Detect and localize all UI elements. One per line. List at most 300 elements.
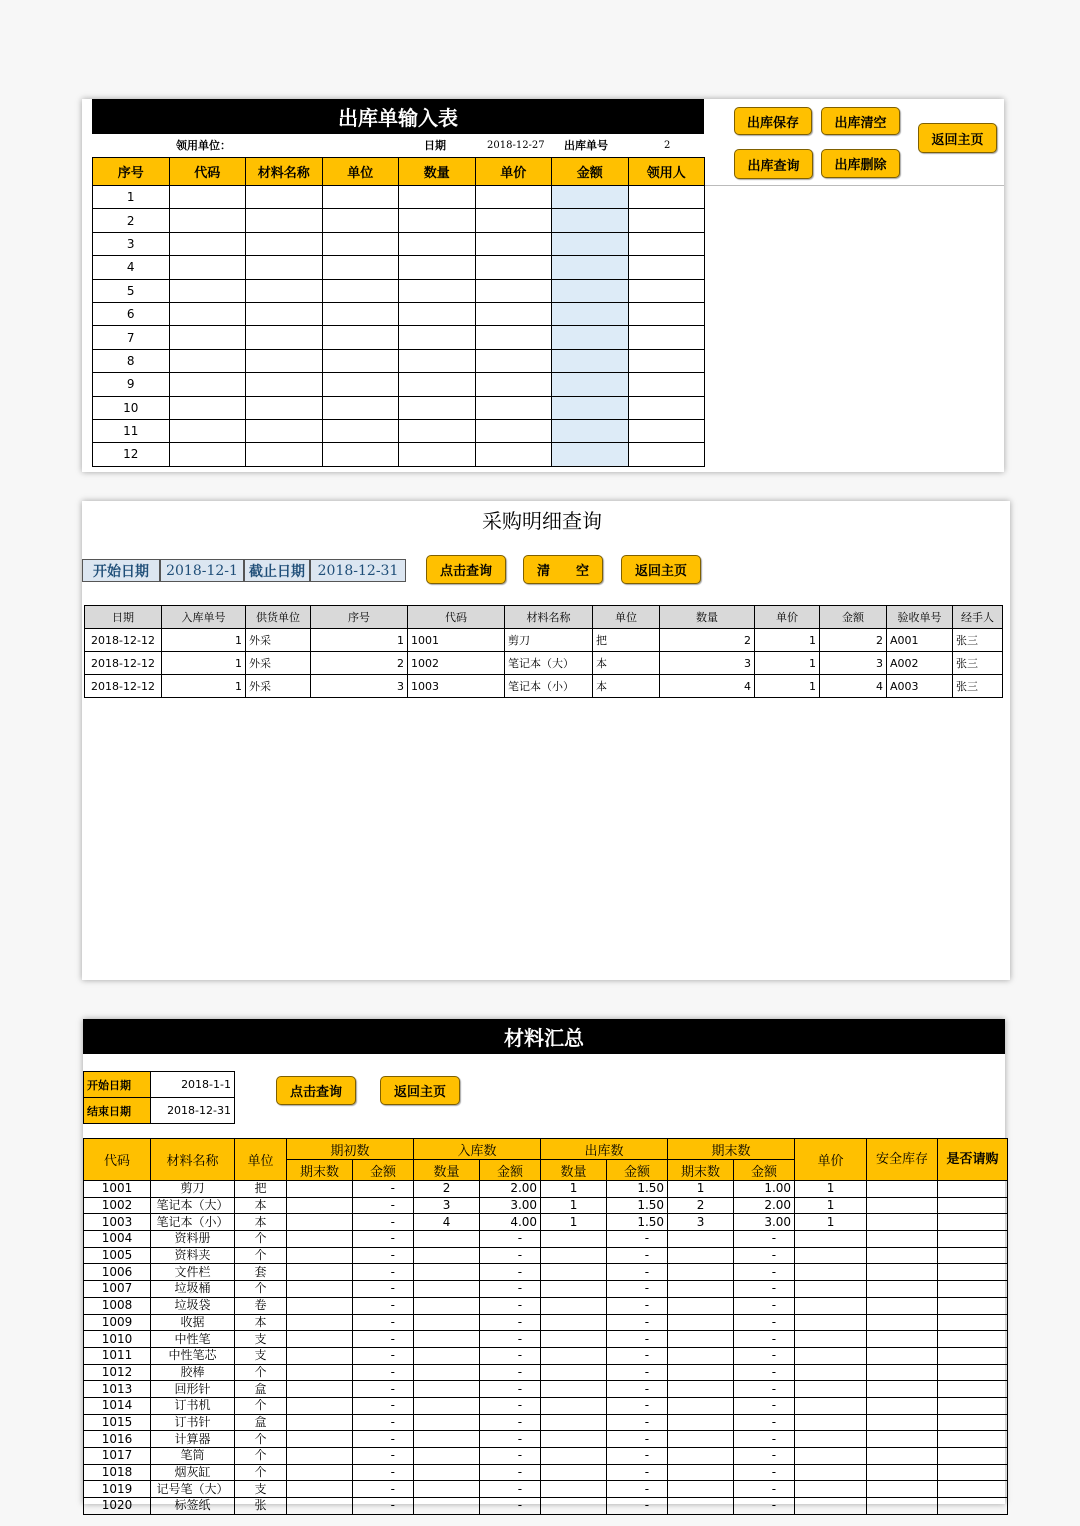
- table-cell: -: [353, 1397, 414, 1414]
- table-cell: 本: [235, 1197, 287, 1214]
- table-cell: [668, 1231, 734, 1248]
- table-cell: 剪刀: [151, 1181, 235, 1198]
- input-cell[interactable]: [475, 232, 552, 255]
- input-cell[interactable]: [552, 186, 629, 209]
- input-cell[interactable]: [552, 349, 629, 372]
- table-cell: 1004: [84, 1231, 151, 1248]
- table-cell: 1009: [84, 1314, 151, 1331]
- table-row: [85, 652, 1003, 675]
- table-cell: -: [734, 1297, 795, 1314]
- outbound-table: [92, 157, 705, 467]
- table-cell: [287, 1381, 353, 1398]
- input-cell[interactable]: [399, 373, 476, 396]
- table-cell: 1016: [84, 1431, 151, 1448]
- input-cell[interactable]: [322, 186, 399, 209]
- divider: [704, 185, 1004, 186]
- input-cell[interactable]: [399, 186, 476, 209]
- table-cell: 个: [235, 1431, 287, 1448]
- input-cell[interactable]: [475, 279, 552, 302]
- input-cell[interactable]: [169, 443, 246, 466]
- table-cell: 1.50: [607, 1197, 668, 1214]
- sub-col-header: 金额: [734, 1160, 795, 1181]
- table-cell: -: [734, 1498, 795, 1515]
- input-cell[interactable]: [322, 349, 399, 372]
- sub-col-header: 金额: [353, 1160, 414, 1181]
- summary-query-button[interactable]: 点击查询: [276, 1076, 356, 1105]
- table-cell: [867, 1281, 938, 1298]
- table-cell: 3.00: [734, 1214, 795, 1231]
- table-cell: [795, 1414, 867, 1431]
- table-cell: 1.00: [734, 1181, 795, 1198]
- table-cell: [795, 1381, 867, 1398]
- input-cell[interactable]: [169, 419, 246, 442]
- input-cell[interactable]: [628, 232, 705, 255]
- table-cell: [668, 1331, 734, 1348]
- input-cell[interactable]: [169, 279, 246, 302]
- input-cell[interactable]: [475, 419, 552, 442]
- table-cell: [287, 1264, 353, 1281]
- input-cell[interactable]: [552, 302, 629, 325]
- input-cell[interactable]: [475, 256, 552, 279]
- input-cell[interactable]: [322, 326, 399, 349]
- order-no-label: 出库单号: [564, 139, 608, 152]
- outbound-input-sheet: [82, 99, 1004, 472]
- row-number: 1: [93, 186, 170, 209]
- outbound-col-header: 单价: [475, 158, 552, 186]
- table-cell: 2: [311, 652, 408, 675]
- table-cell: 1: [311, 629, 408, 652]
- input-cell[interactable]: [169, 326, 246, 349]
- col-unit: 单位: [235, 1139, 287, 1181]
- input-cell[interactable]: [246, 349, 323, 372]
- input-cell[interactable]: [169, 186, 246, 209]
- input-cell[interactable]: [246, 256, 323, 279]
- table-cell: [287, 1448, 353, 1465]
- table-cell: [668, 1397, 734, 1414]
- input-cell[interactable]: [628, 186, 705, 209]
- input-cell[interactable]: [246, 443, 323, 466]
- input-cell[interactable]: [552, 279, 629, 302]
- col-code: 代码: [84, 1139, 151, 1181]
- table-cell: 支: [235, 1481, 287, 1498]
- col-safety: 安全库存: [867, 1139, 938, 1181]
- input-cell[interactable]: [399, 209, 476, 232]
- input-cell[interactable]: [475, 396, 552, 419]
- input-cell[interactable]: [246, 373, 323, 396]
- table-cell: 1005: [84, 1247, 151, 1264]
- input-cell[interactable]: [628, 443, 705, 466]
- outbound-col-header: 材料名称: [246, 158, 323, 186]
- input-cell[interactable]: [552, 232, 629, 255]
- table-cell: 1003: [408, 675, 505, 698]
- table-cell: [938, 1431, 1008, 1448]
- table-cell: [668, 1347, 734, 1364]
- table-cell: -: [353, 1381, 414, 1398]
- table-cell: 3: [660, 652, 755, 675]
- input-cell[interactable]: [399, 349, 476, 372]
- input-cell[interactable]: [322, 279, 399, 302]
- input-cell[interactable]: [169, 349, 246, 372]
- input-cell[interactable]: [246, 302, 323, 325]
- table-cell: 把: [593, 629, 660, 652]
- order-no-value[interactable]: 2: [664, 140, 671, 151]
- table-cell: [795, 1431, 867, 1448]
- input-cell[interactable]: [169, 373, 246, 396]
- table-cell: 3.00: [480, 1197, 541, 1214]
- table-cell: [414, 1347, 480, 1364]
- outbound-save-button[interactable]: 出库保存: [734, 107, 812, 135]
- row-number: 5: [93, 279, 170, 302]
- table-cell: [867, 1264, 938, 1281]
- table-cell: -: [607, 1281, 668, 1298]
- table-cell: 张三: [953, 675, 1003, 698]
- table-cell: -: [353, 1331, 414, 1348]
- table-cell: [795, 1498, 867, 1515]
- end-date-input[interactable]: 2018-12-31: [310, 559, 406, 582]
- table-cell: 支: [235, 1331, 287, 1348]
- table-cell: 支: [235, 1347, 287, 1364]
- input-cell[interactable]: [628, 256, 705, 279]
- table-cell: A002: [887, 652, 953, 675]
- table-row: [84, 1264, 1008, 1281]
- input-cell[interactable]: [322, 443, 399, 466]
- table-cell: [414, 1481, 480, 1498]
- table-cell: -: [734, 1231, 795, 1248]
- input-cell[interactable]: [246, 186, 323, 209]
- table-cell: -: [607, 1431, 668, 1448]
- table-cell: [541, 1247, 607, 1264]
- table-cell: [867, 1464, 938, 1481]
- table-cell: [287, 1347, 353, 1364]
- input-cell[interactable]: [169, 209, 246, 232]
- table-cell: [938, 1397, 1008, 1414]
- table-cell: [414, 1264, 480, 1281]
- input-cell[interactable]: [475, 302, 552, 325]
- table-cell: 个: [235, 1247, 287, 1264]
- table-row: [84, 1431, 1008, 1448]
- input-cell[interactable]: [399, 279, 476, 302]
- input-cell[interactable]: [552, 443, 629, 466]
- table-cell: 1019: [84, 1481, 151, 1498]
- purchase-col-header: 金额: [820, 606, 887, 629]
- table-cell: 1: [795, 1197, 867, 1214]
- table-cell: 4: [660, 675, 755, 698]
- table-cell: 1006: [84, 1264, 151, 1281]
- table-cell: 4.00: [480, 1214, 541, 1231]
- sub-col-header: 数量: [414, 1160, 480, 1181]
- row-number: 8: [93, 349, 170, 372]
- table-cell: 1: [795, 1181, 867, 1198]
- summary-start-input[interactable]: 2018-1-1: [151, 1072, 235, 1098]
- col-outbound: 出库数: [541, 1139, 668, 1160]
- table-cell: 垃圾桶: [151, 1281, 235, 1298]
- table-cell: 1003: [84, 1214, 151, 1231]
- input-cell[interactable]: [169, 396, 246, 419]
- summary-home-button[interactable]: 返回主页: [380, 1076, 460, 1105]
- input-cell[interactable]: [475, 186, 552, 209]
- table-cell: [938, 1181, 1008, 1198]
- end-date-label: 截止日期: [244, 559, 310, 582]
- purchase-query-button[interactable]: 点击查询: [426, 555, 506, 584]
- table-cell: -: [353, 1464, 414, 1481]
- summary-title: 材料汇总: [83, 1019, 1005, 1054]
- row-number: 3: [93, 232, 170, 255]
- table-cell: [795, 1347, 867, 1364]
- input-cell[interactable]: [552, 419, 629, 442]
- table-row: [84, 1448, 1008, 1465]
- table-cell: -: [607, 1314, 668, 1331]
- table-cell: -: [607, 1231, 668, 1248]
- table-cell: -: [607, 1347, 668, 1364]
- table-cell: 张: [235, 1498, 287, 1515]
- table-cell: [541, 1414, 607, 1431]
- table-row: [93, 232, 705, 255]
- table-cell: 个: [235, 1448, 287, 1465]
- table-cell: 笔记本（大）: [505, 652, 593, 675]
- input-cell[interactable]: [246, 209, 323, 232]
- table-cell: -: [480, 1331, 541, 1348]
- table-cell: 盒: [235, 1414, 287, 1431]
- input-cell[interactable]: [552, 396, 629, 419]
- table-cell: -: [353, 1448, 414, 1465]
- table-cell: [287, 1464, 353, 1481]
- summary-date-range: [83, 1071, 235, 1124]
- outbound-query-button[interactable]: 出库查询: [734, 149, 813, 179]
- input-cell[interactable]: [399, 256, 476, 279]
- table-cell: [938, 1214, 1008, 1231]
- input-cell[interactable]: [399, 396, 476, 419]
- table-cell: [287, 1197, 353, 1214]
- table-cell: -: [607, 1247, 668, 1264]
- input-cell[interactable]: [169, 232, 246, 255]
- table-cell: [414, 1281, 480, 1298]
- input-cell[interactable]: [246, 279, 323, 302]
- table-cell: -: [353, 1247, 414, 1264]
- input-cell[interactable]: [475, 209, 552, 232]
- start-date-input[interactable]: 2018-12-1: [160, 559, 244, 582]
- table-cell: 笔记本（小）: [151, 1214, 235, 1231]
- purchase-clear-button[interactable]: 清 空: [523, 555, 603, 584]
- table-cell: 本: [235, 1214, 287, 1231]
- input-cell[interactable]: [246, 326, 323, 349]
- table-cell: -: [607, 1364, 668, 1381]
- table-cell: [287, 1364, 353, 1381]
- input-cell[interactable]: [628, 326, 705, 349]
- table-cell: [668, 1381, 734, 1398]
- input-cell[interactable]: [322, 373, 399, 396]
- table-cell: [414, 1364, 480, 1381]
- table-cell: 1015: [84, 1414, 151, 1431]
- input-cell[interactable]: [246, 396, 323, 419]
- input-cell[interactable]: [628, 419, 705, 442]
- table-cell: [938, 1297, 1008, 1314]
- table-cell: -: [734, 1414, 795, 1431]
- input-cell[interactable]: [322, 256, 399, 279]
- input-cell[interactable]: [552, 326, 629, 349]
- table-cell: [867, 1381, 938, 1398]
- table-cell: [541, 1397, 607, 1414]
- input-cell[interactable]: [628, 209, 705, 232]
- table-cell: -: [480, 1314, 541, 1331]
- input-cell[interactable]: [246, 419, 323, 442]
- input-cell[interactable]: [628, 396, 705, 419]
- table-row: [93, 419, 705, 442]
- input-cell[interactable]: [399, 419, 476, 442]
- row-number: 2: [93, 209, 170, 232]
- table-cell: 1: [755, 652, 820, 675]
- table-cell: [867, 1414, 938, 1431]
- table-cell: 张三: [953, 652, 1003, 675]
- input-cell[interactable]: [399, 443, 476, 466]
- input-cell[interactable]: [169, 256, 246, 279]
- sub-col-header: 金额: [607, 1160, 668, 1181]
- input-cell[interactable]: [475, 349, 552, 372]
- table-cell: -: [353, 1181, 414, 1198]
- table-row: [84, 1281, 1008, 1298]
- table-row: [84, 1481, 1008, 1498]
- table-row: [93, 279, 705, 302]
- outbound-delete-button[interactable]: 出库删除: [821, 149, 900, 178]
- table-cell: 本: [593, 675, 660, 698]
- table-cell: [414, 1247, 480, 1264]
- table-cell: -: [480, 1381, 541, 1398]
- table-cell: -: [353, 1314, 414, 1331]
- input-cell[interactable]: [322, 302, 399, 325]
- table-cell: [938, 1481, 1008, 1498]
- table-cell: 卷: [235, 1297, 287, 1314]
- outbound-col-header: 领用人: [628, 158, 705, 186]
- input-cell[interactable]: [628, 302, 705, 325]
- col-closing: 期末数: [668, 1139, 795, 1160]
- table-cell: [938, 1448, 1008, 1465]
- table-cell: [668, 1364, 734, 1381]
- table-cell: [867, 1431, 938, 1448]
- table-cell: A003: [887, 675, 953, 698]
- table-cell: 1: [755, 629, 820, 652]
- purchase-col-header: 日期: [85, 606, 162, 629]
- table-cell: 1018: [84, 1464, 151, 1481]
- input-cell[interactable]: [475, 326, 552, 349]
- input-cell[interactable]: [475, 373, 552, 396]
- table-cell: -: [480, 1481, 541, 1498]
- input-cell[interactable]: [628, 373, 705, 396]
- table-cell: -: [353, 1264, 414, 1281]
- table-cell: [938, 1247, 1008, 1264]
- summary-table: [83, 1138, 1008, 1515]
- table-cell: [668, 1414, 734, 1431]
- input-cell[interactable]: [322, 396, 399, 419]
- table-cell: -: [607, 1498, 668, 1515]
- input-cell[interactable]: [552, 209, 629, 232]
- input-cell[interactable]: [399, 232, 476, 255]
- table-cell: [938, 1381, 1008, 1398]
- table-cell: 4: [820, 675, 887, 698]
- table-row: [93, 373, 705, 396]
- table-cell: 资料册: [151, 1231, 235, 1248]
- table-row: [93, 256, 705, 279]
- table-cell: [867, 1448, 938, 1465]
- table-cell: [938, 1414, 1008, 1431]
- table-cell: 1.50: [607, 1214, 668, 1231]
- table-cell: 2: [820, 629, 887, 652]
- table-cell: 1008: [84, 1297, 151, 1314]
- table-cell: [668, 1247, 734, 1264]
- table-cell: 张三: [953, 629, 1003, 652]
- table-cell: [795, 1331, 867, 1348]
- table-cell: 1: [162, 675, 246, 698]
- table-cell: 1013: [84, 1381, 151, 1398]
- table-cell: [287, 1331, 353, 1348]
- table-cell: 1.50: [607, 1181, 668, 1198]
- input-cell[interactable]: [475, 443, 552, 466]
- table-row: [84, 1498, 1008, 1515]
- input-cell[interactable]: [322, 232, 399, 255]
- input-cell[interactable]: [322, 419, 399, 442]
- table-cell: [867, 1247, 938, 1264]
- input-cell[interactable]: [399, 326, 476, 349]
- return-home-button[interactable]: 返回主页: [918, 123, 997, 153]
- table-cell: 1001: [84, 1181, 151, 1198]
- input-cell[interactable]: [628, 349, 705, 372]
- purchase-col-header: 供货单位: [246, 606, 311, 629]
- row-number: 11: [93, 419, 170, 442]
- table-cell: 胶棒: [151, 1364, 235, 1381]
- col-inbound: 入库数: [414, 1139, 541, 1160]
- input-cell[interactable]: [169, 302, 246, 325]
- outbound-col-header: 单位: [322, 158, 399, 186]
- table-cell: 垃圾袋: [151, 1297, 235, 1314]
- table-cell: [795, 1397, 867, 1414]
- table-cell: -: [353, 1197, 414, 1214]
- outbound-clear-button[interactable]: 出库清空: [821, 107, 900, 135]
- table-row: [84, 1181, 1008, 1198]
- table-cell: 资料夹: [151, 1247, 235, 1264]
- table-cell: [795, 1281, 867, 1298]
- input-cell[interactable]: [246, 232, 323, 255]
- table-cell: -: [607, 1448, 668, 1465]
- table-cell: [867, 1481, 938, 1498]
- table-cell: 3: [311, 675, 408, 698]
- table-cell: -: [480, 1264, 541, 1281]
- table-cell: [287, 1281, 353, 1298]
- table-cell: 外采: [246, 652, 311, 675]
- col-name: 材料名称: [151, 1139, 235, 1181]
- input-cell[interactable]: [322, 209, 399, 232]
- table-cell: [867, 1347, 938, 1364]
- date-value[interactable]: 2018-12-27: [487, 140, 545, 151]
- table-cell: 笔记本（小）: [505, 675, 593, 698]
- table-cell: [414, 1231, 480, 1248]
- table-cell: -: [480, 1364, 541, 1381]
- table-cell: A001: [887, 629, 953, 652]
- table-cell: [668, 1464, 734, 1481]
- table-cell: [414, 1464, 480, 1481]
- table-cell: 1002: [84, 1197, 151, 1214]
- table-cell: -: [353, 1431, 414, 1448]
- table-cell: [668, 1264, 734, 1281]
- summary-end-input[interactable]: 2018-12-31: [151, 1098, 235, 1124]
- table-cell: 3: [820, 652, 887, 675]
- purchase-home-button[interactable]: 返回主页: [621, 555, 701, 584]
- input-cell[interactable]: [552, 373, 629, 396]
- input-cell[interactable]: [399, 302, 476, 325]
- table-cell: [867, 1231, 938, 1248]
- input-cell[interactable]: [628, 279, 705, 302]
- table-cell: [541, 1448, 607, 1465]
- row-number: 4: [93, 256, 170, 279]
- input-cell[interactable]: [552, 256, 629, 279]
- table-cell: 1017: [84, 1448, 151, 1465]
